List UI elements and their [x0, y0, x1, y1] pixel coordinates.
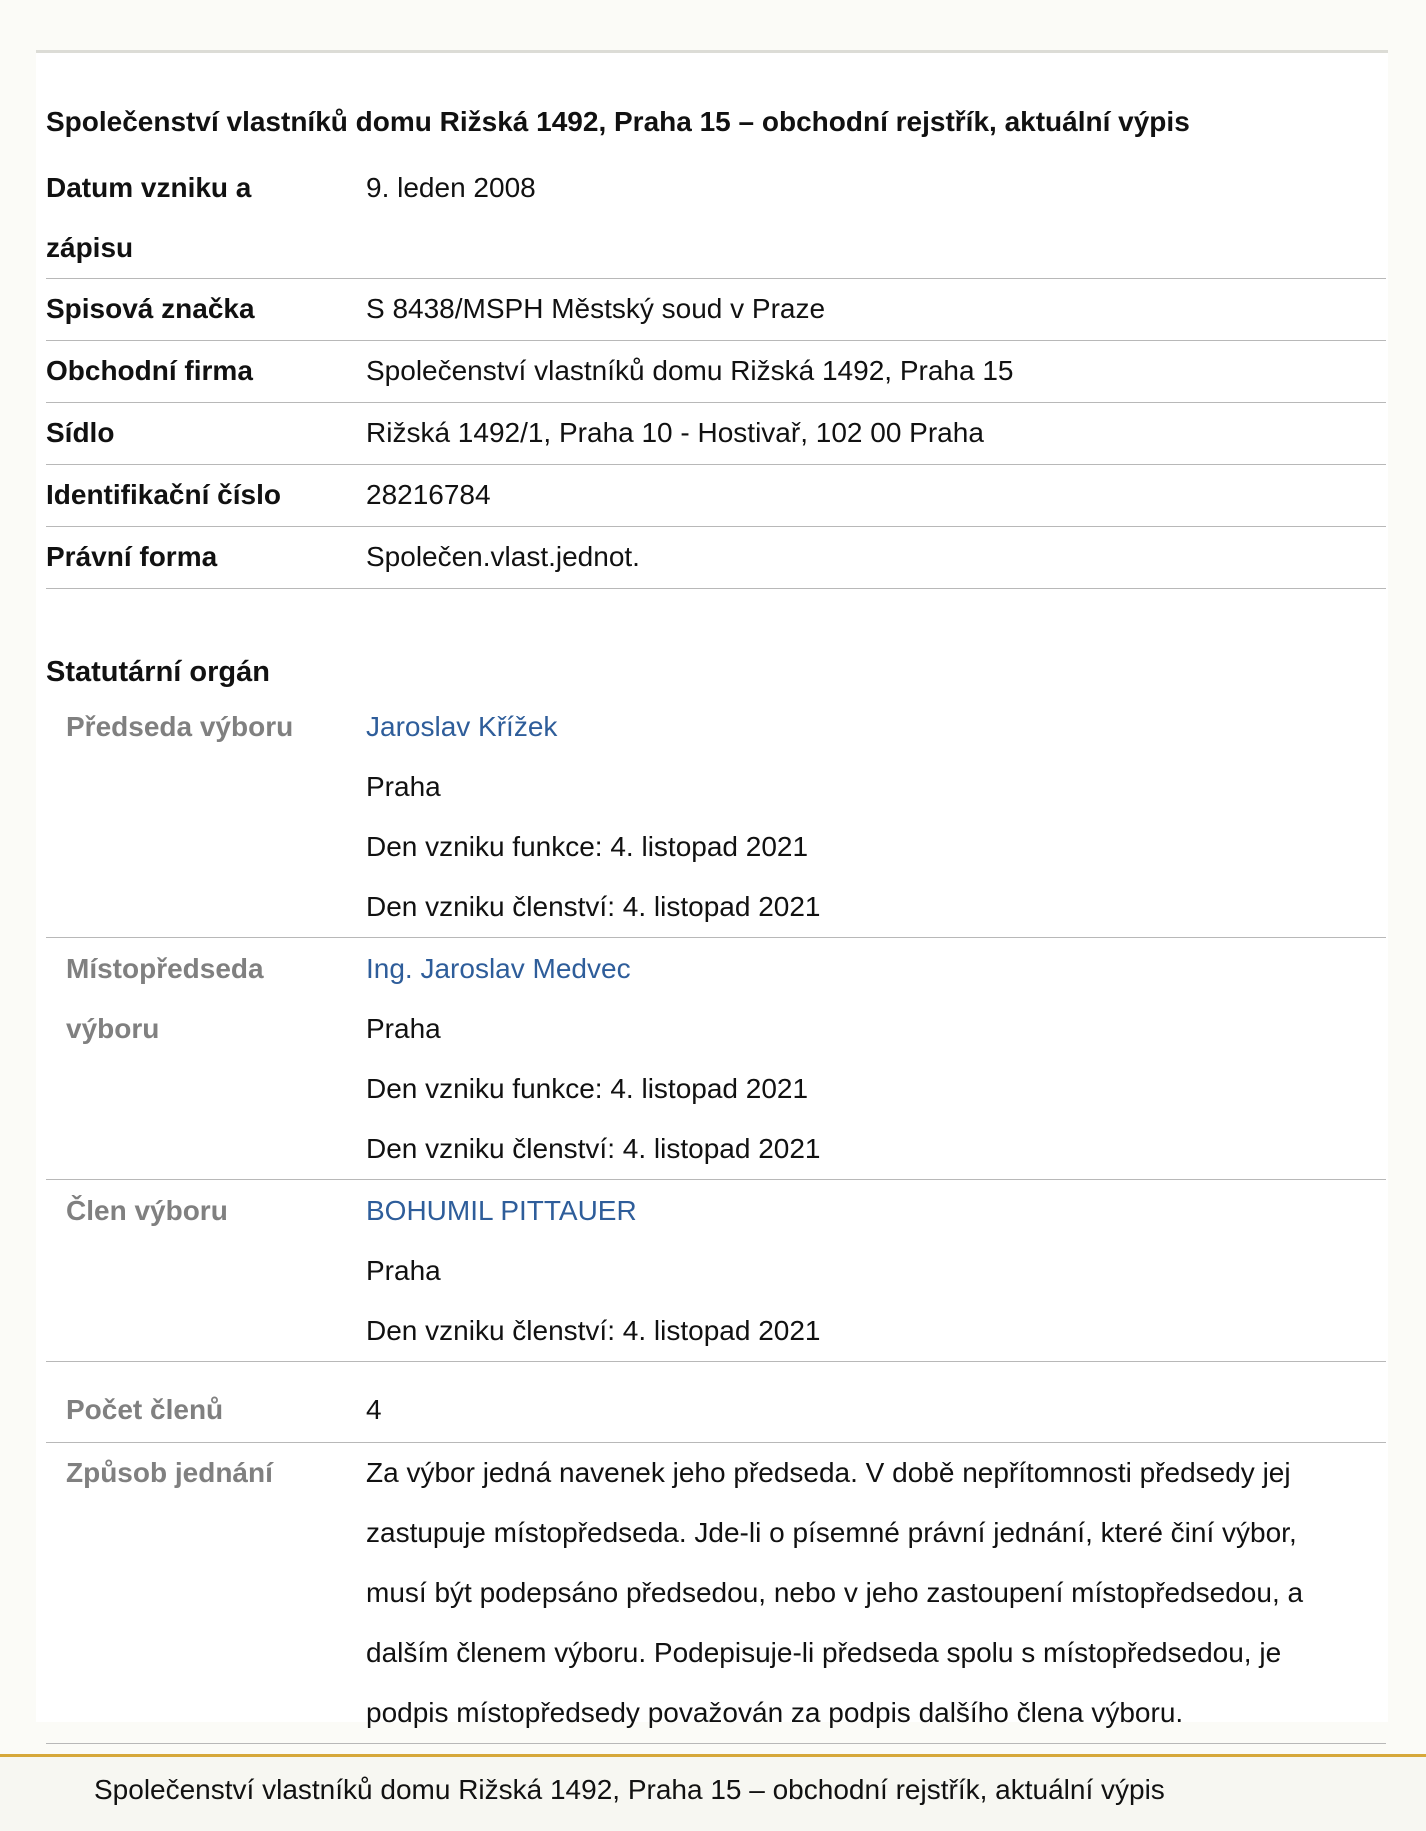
- member-row-clen: [46, 1181, 1386, 1362]
- row-label: Spisová značka: [46, 293, 255, 324]
- row-value: Společen.vlast.jednot.: [366, 541, 640, 572]
- row-datum-vzniku: [46, 158, 1386, 279]
- member-details: [366, 939, 1386, 1179]
- member-city: Praha: [366, 1255, 441, 1286]
- member-row-predseda: [46, 697, 1386, 938]
- row-identifikacni-cislo: [46, 465, 1386, 527]
- member-city: Praha: [366, 1013, 441, 1044]
- member-city: Praha: [366, 771, 441, 802]
- page-title: Společenství vlastníků domu Rižská 1492, Praha 15 – obchodní rejstřík, aktuální výpis: [46, 106, 1190, 137]
- row-label: Způsob jednání: [66, 1457, 273, 1488]
- row-value: Rižská 1492/1, Praha 10 - Hostivař, 102 00 Praha: [366, 417, 984, 448]
- section-heading-statutory-body: Statutární orgán: [46, 656, 270, 688]
- row-pocet-clenu: [46, 1380, 1386, 1443]
- row-value: Společenství vlastníků domu Rižská 1492, Praha 15: [366, 355, 1014, 386]
- row-label: Identifikační číslo: [46, 479, 281, 510]
- member-role: Člen výboru: [66, 1195, 228, 1226]
- row-value: S 8438/MSPH Městský soud v Praze: [366, 293, 826, 324]
- row-value: 4: [366, 1394, 382, 1425]
- row-label: Datum vzniku a zápisu: [46, 172, 252, 263]
- member-role: Předseda výboru: [66, 711, 294, 742]
- member-detail: Den vzniku funkce: 4. listopad 2021: [366, 831, 809, 862]
- member-row-mistopredseda: [46, 939, 1386, 1180]
- member-detail: Den vzniku členství: 4. listopad 2021: [366, 891, 821, 922]
- member-detail: Den vzniku funkce: 4. listopad 2021: [366, 1073, 809, 1104]
- member-name-link[interactable]: BOHUMIL PITTAUER: [366, 1195, 637, 1226]
- manner-of-acting-text: Za výbor jedná navenek jeho předseda. V době nepřítomnosti předsedy jej zastupuje místopředseda. Jde-li o písemné právní jednání, které činí výbor, musí být podepsáno předsedou, nebo v jeho zastoupení místopředsedou, a dalším členem výboru. Podepisuje-li předseda spolu s místopředsedou, je podpis místopředsedy považován za podpis dalšího člena výboru.: [366, 1457, 1304, 1728]
- row-zpusob-jednani: [46, 1443, 1386, 1744]
- row-spisova-znacka: [46, 279, 1386, 341]
- member-name-link[interactable]: Ing. Jaroslav Medvec: [366, 953, 631, 984]
- registry-extract-card: [36, 50, 1388, 1728]
- member-details: [366, 697, 1386, 937]
- member-detail: Den vzniku členství: 4. listopad 2021: [366, 1315, 821, 1346]
- row-label: Sídlo: [46, 417, 115, 448]
- row-label: Počet členů: [66, 1394, 224, 1425]
- row-obchodni-firma: [46, 341, 1386, 403]
- member-details: [366, 1181, 1386, 1361]
- member-detail: Den vzniku členství: 4. listopad 2021: [366, 1133, 821, 1164]
- member-role: Místopředseda výboru: [66, 953, 264, 1044]
- row-sidlo: [46, 403, 1386, 465]
- row-value: 28216784: [366, 479, 491, 510]
- row-label: Obchodní firma: [46, 355, 253, 386]
- row-pravni-forma: [46, 527, 1386, 589]
- footer-text: Společenství vlastníků domu Rižská 1492, Praha 15 – obchodní rejstřík, aktuální výpis: [94, 1774, 1165, 1805]
- member-name-link[interactable]: Jaroslav Křížek: [366, 711, 558, 742]
- row-label: Právní forma: [46, 541, 218, 572]
- row-value: 9. leden 2008: [366, 172, 536, 203]
